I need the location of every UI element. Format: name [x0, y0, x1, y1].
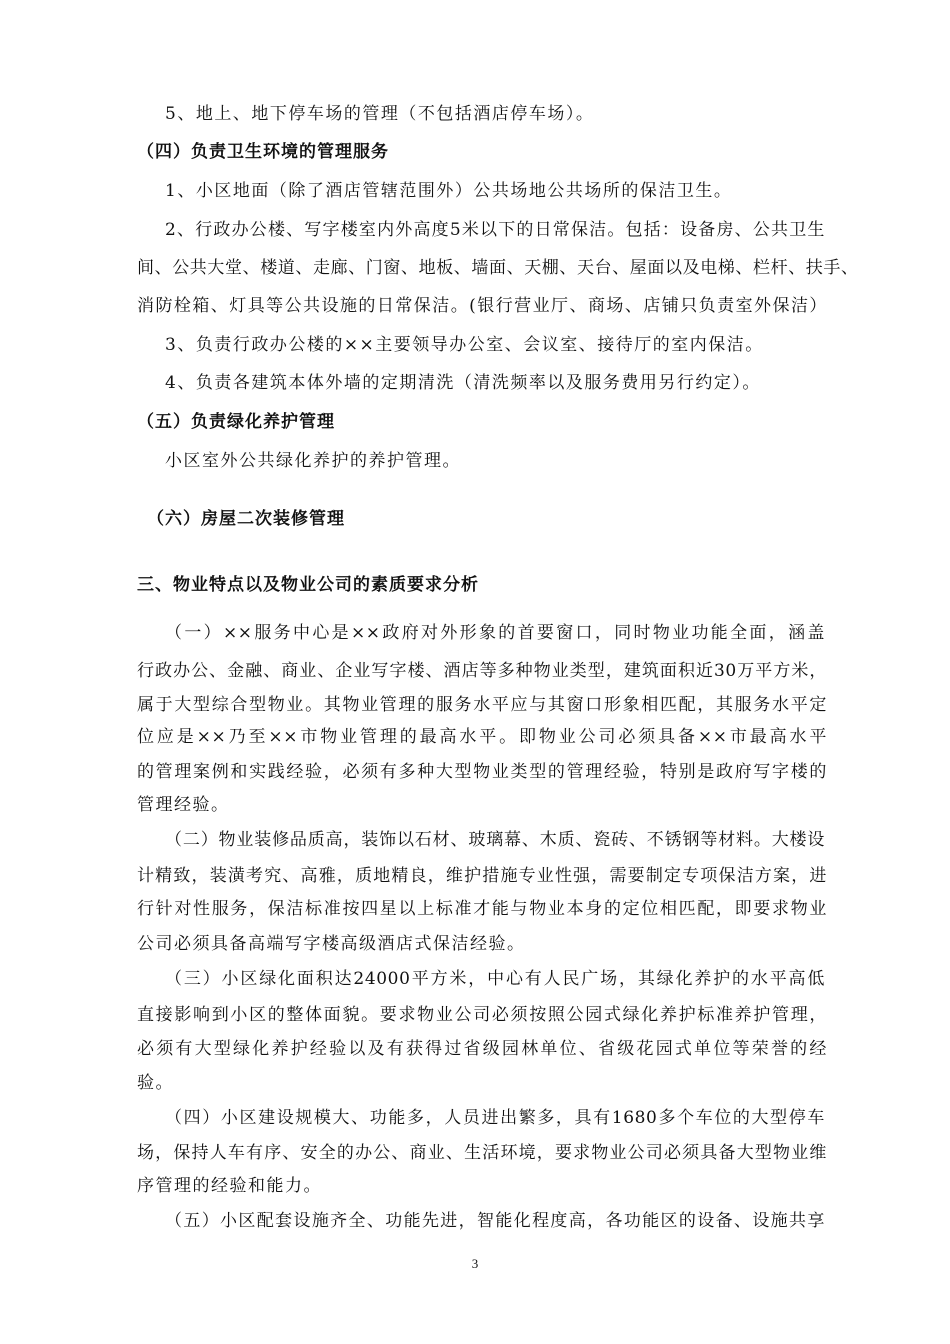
text-line: 的管理案例和实践经验，必须有多种大型物业类型的管理经验，特别是政府写字楼的 — [137, 762, 827, 782]
text-line: （四）小区建设规模大、功能多，人员进出繁多，具有1680多个车位的大型停车 — [165, 1108, 825, 1128]
text-line: 直接影响到小区的整体面貌。要求物业公司必须按照公园式绿化养护标准养护管理， — [137, 1005, 827, 1025]
text-line: 公司必须具备高端写字楼高级酒店式保洁经验。 — [137, 934, 526, 954]
text-line: 序管理的经验和能力。 — [137, 1176, 322, 1196]
text-line: 管理经验。 — [137, 795, 230, 815]
text-line: 场，保持人车有序、安全的办公、商业、生活环境，要求物业公司必须具备大型物业维 — [137, 1143, 827, 1163]
text-line: 消防栓箱、灯具等公共设施的日常保洁。(银行营业厅、商场、店铺只负责室外保洁） — [137, 296, 827, 316]
text-line: 行针对性服务，保洁标准按四星以上标准才能与物业本身的定位相匹配，即要求物业 — [137, 899, 827, 919]
chapter-heading: 三、物业特点以及物业公司的素质要求分析 — [137, 575, 479, 595]
section-heading: （五）负责绿化养护管理 — [137, 412, 335, 432]
text-line: 1、小区地面（除了酒店管辖范围外）公共场地公共场所的保洁卫生。 — [165, 181, 733, 201]
text-line: （二）物业装修品质高，装饰以石材、玻璃幕、木质、瓷砖、不锈钢等材料。大楼设 — [165, 830, 825, 850]
text-line: 计精致，装潢考究、高雅，质地精良，维护措施专业性强，需要制定专项保洁方案，进 — [137, 866, 827, 886]
text-line: （五）小区配套设施齐全、功能先进，智能化程度高，各功能区的设备、设施共享 — [165, 1211, 825, 1231]
text-line: 3、负责行政办公楼的××主要领导办公室、会议室、接待厅的室内保洁。 — [165, 335, 764, 355]
text-line: （一）××服务中心是××政府对外形象的首要窗口，同时物业功能全面，涵盖 — [165, 623, 825, 643]
text-line: 小区室外公共绿化养护的养护管理。 — [165, 451, 461, 471]
text-line: 验。 — [137, 1073, 174, 1093]
text-line: 5、地上、地下停车场的管理（不包括酒店停车场）。 — [165, 104, 595, 124]
page-number: 3 — [471, 1256, 479, 1271]
text-line: 行政办公、金融、商业、企业写字楼、酒店等多种物业类型，建筑面积近30万平方米， — [137, 661, 827, 681]
text-line: 位应是××乃至××市物业管理的最高水平。即物业公司必须具备××市最高水平 — [137, 727, 827, 747]
text-line: 属于大型综合型物业。其物业管理的服务水平应与其窗口形象相匹配，其服务水平定 — [137, 695, 827, 715]
text-line: 2、行政办公楼、写字楼室内外高度5米以下的日常保洁。包括：设备房、公共卫生 — [165, 220, 825, 240]
text-line: （三）小区绿化面积达24000平方米，中心有人民广场，其绿化养护的水平高低 — [165, 969, 825, 989]
text-line: 必须有大型绿化养护经验以及有获得过省级园林单位、省级花园式单位等荣誉的经 — [137, 1039, 827, 1059]
section-heading: （六）房屋二次装修管理 — [147, 509, 345, 529]
text-line: 4、负责各建筑本体外墙的定期清洗（清洗频率以及服务费用另行约定）。 — [165, 373, 761, 393]
text-line: 间、公共大堂、楼道、走廊、门窗、地板、墙面、天棚、天台、屋面以及电梯、栏杆、扶手、 — [137, 258, 859, 278]
section-heading: （四）负责卫生环境的管理服务 — [137, 142, 389, 162]
